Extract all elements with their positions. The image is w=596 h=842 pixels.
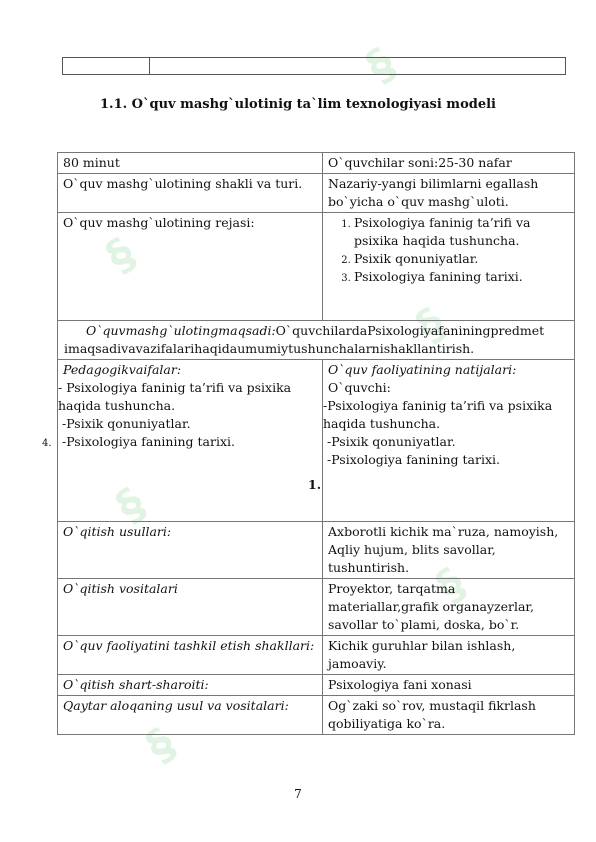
lesson-goal-label: O`quvmashg`ulotingmaqsadi: — [86, 323, 276, 338]
pedagogical-tasks-cell — [58, 360, 323, 522]
table-row — [58, 213, 575, 321]
table-row — [58, 696, 575, 735]
bold-marker: 1. — [308, 477, 322, 492]
page-number: 7 — [294, 787, 302, 801]
conditions-value: Psixologiya fani xonasi — [323, 675, 575, 696]
table-row — [58, 360, 575, 522]
lesson-goal-cell — [58, 321, 575, 360]
list-item: -Psixologiya fanining tarixi. — [327, 452, 500, 467]
lesson-plan-label: O`quv mashg`ulotining rejasi: — [58, 213, 323, 321]
table-row — [58, 579, 575, 636]
table-row — [58, 321, 575, 360]
list-item: 3. Psixologiya fanining tarixi. — [354, 268, 569, 286]
watermark: § — [97, 228, 145, 283]
watermark: § — [357, 38, 405, 93]
teaching-tools-label: O`qitish vositalari — [58, 579, 323, 636]
section-title: 1.1. O`quv mashg`ulotinig ta`lim texnologiyasi modeli — [100, 97, 496, 112]
pedagogical-tasks-head: Pedagogikvaifalar: — [63, 362, 182, 377]
feedback-label: Qaytar aloqaning usul va vositalari: — [58, 696, 323, 735]
lesson-goal-text: O`quvchilardaPsixologiyafaniningpredmet imaqsadivavazifalarihaqidaumumiytushunchalarnishakllantirish. — [64, 323, 545, 356]
table-row — [58, 675, 575, 696]
lesson-model-table — [57, 152, 575, 735]
table-row — [58, 153, 575, 174]
activity-forms-value: Kichik guruhlar bilan ishlash, jamoaviy. — [323, 636, 575, 675]
learning-outcomes-head: O`quv faoliyatining natijalari: — [328, 362, 517, 377]
lesson-form-value: Nazariy-yangi bilimlarni egallash bo`yicha o`quv mashg`uloti. — [323, 174, 575, 213]
activity-forms-label: O`quv faoliyatini tashkil etish shakllari: — [58, 636, 323, 675]
lesson-plan-list — [323, 213, 575, 321]
list-item: - Psixologiya faninig ta’rifi va psixika haqida tushuncha. — [58, 380, 292, 413]
list-item: -Psixologiya fanining tarixi. — [62, 434, 235, 449]
list-item: -Psixologiya faninig ta’rifi va psixika haqida tushuncha. — [323, 398, 553, 431]
table-row — [58, 636, 575, 675]
watermark: § — [427, 558, 475, 613]
duration-cell: 80 minut — [58, 153, 323, 174]
top-table-fragment — [62, 57, 566, 75]
list-item: 2. Psixik qonuniyatlar. — [354, 250, 569, 268]
table-row — [58, 174, 575, 213]
teaching-methods-value: Axborotli kichik ma`ruza, namoyish, Aqliy hujum, blits savollar, tushuntirish. — [323, 522, 575, 579]
watermark: § — [407, 298, 455, 353]
list-item: -Psixik qonuniyatlar. — [62, 416, 191, 431]
teaching-tools-value: Proyektor, tarqatma materiallar,grafik organayzerlar, savollar to`plami, doska, bo`r. — [323, 579, 575, 636]
students-count-cell: O`quvchilar soni:25-30 nafar — [323, 153, 575, 174]
lesson-form-label: O`quv mashg`ulotining shakli va turi. — [58, 174, 323, 213]
list-item: 1. Psixologiya faninig ta’rifi va psixika haqida tushuncha. — [354, 214, 569, 250]
conditions-label: O`qitish shart-sharoiti: — [58, 675, 323, 696]
watermark: § — [137, 718, 185, 773]
side-number: 4. — [42, 438, 52, 449]
learning-outcomes-cell — [323, 360, 575, 522]
feedback-value: Og`zaki so`rov, mustaqil fikrlash qobiliyatiga ko`ra. — [323, 696, 575, 735]
teaching-methods-label: O`qitish usullari: — [58, 522, 323, 579]
table-row — [58, 522, 575, 579]
list-item: -Psixik qonuniyatlar. — [327, 434, 456, 449]
list-item: O`quvchi: — [328, 380, 391, 395]
watermark: § — [107, 478, 155, 533]
